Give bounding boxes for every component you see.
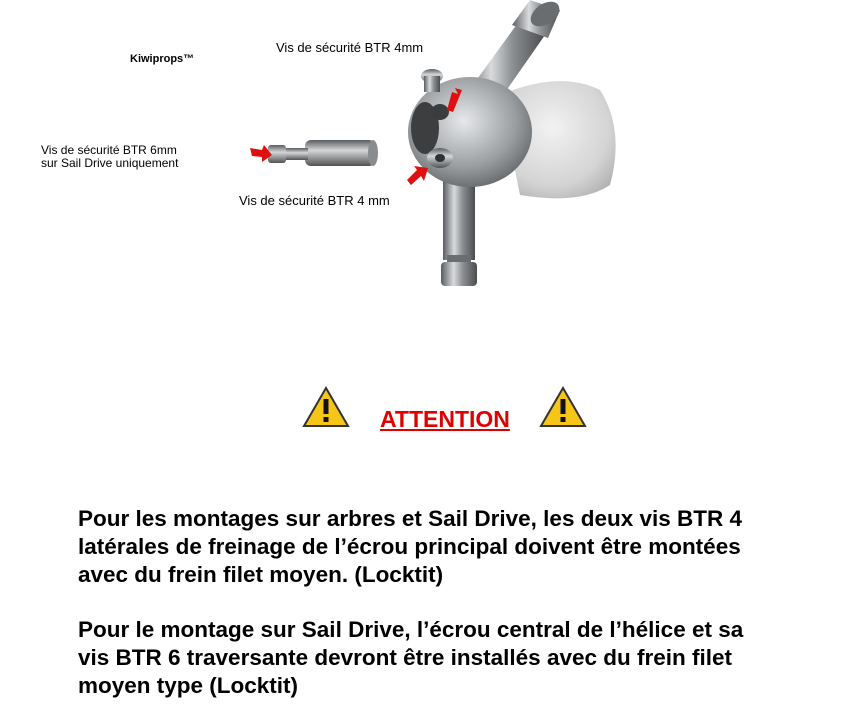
callout-left-line2: sur Sail Drive uniquement bbox=[41, 156, 179, 170]
lower-blade-shaft bbox=[441, 175, 477, 286]
callout-top: Vis de sécurité BTR 4mm bbox=[276, 40, 424, 55]
paragraph-line: avec du frein filet moyen. (Locktit) bbox=[78, 562, 444, 587]
paragraph-line: Pour les montages sur arbres et Sail Drive, les deux vis BTR 4 bbox=[78, 506, 743, 531]
propeller-hub-illustration bbox=[240, 0, 640, 295]
paragraph-line: vis BTR 6 traversante devront être installés avec du frein filet bbox=[78, 645, 732, 670]
paragraph-line: moyen type (Locktit) bbox=[78, 673, 299, 698]
brand-label: Kiwiprops™ bbox=[130, 53, 195, 65]
attention-heading: ATTENTION bbox=[380, 406, 510, 432]
warning-triangle-icon bbox=[302, 385, 350, 429]
paragraph-1 bbox=[78, 505, 818, 589]
paragraph-2 bbox=[78, 616, 818, 700]
paragraph-line: Pour le montage sur Sail Drive, l’écrou central de l’hélice et sa bbox=[78, 617, 744, 642]
warning-triangle-icon bbox=[539, 385, 587, 429]
callout-bottom: Vis de sécurité BTR 4 mm bbox=[239, 193, 390, 208]
callout-left-line1: Vis de sécurité BTR 6mm bbox=[41, 143, 177, 157]
btr6-screw-part bbox=[268, 140, 378, 166]
paragraph-line: latérales de freinage de l’écrou principal doivent être montées bbox=[78, 534, 741, 559]
